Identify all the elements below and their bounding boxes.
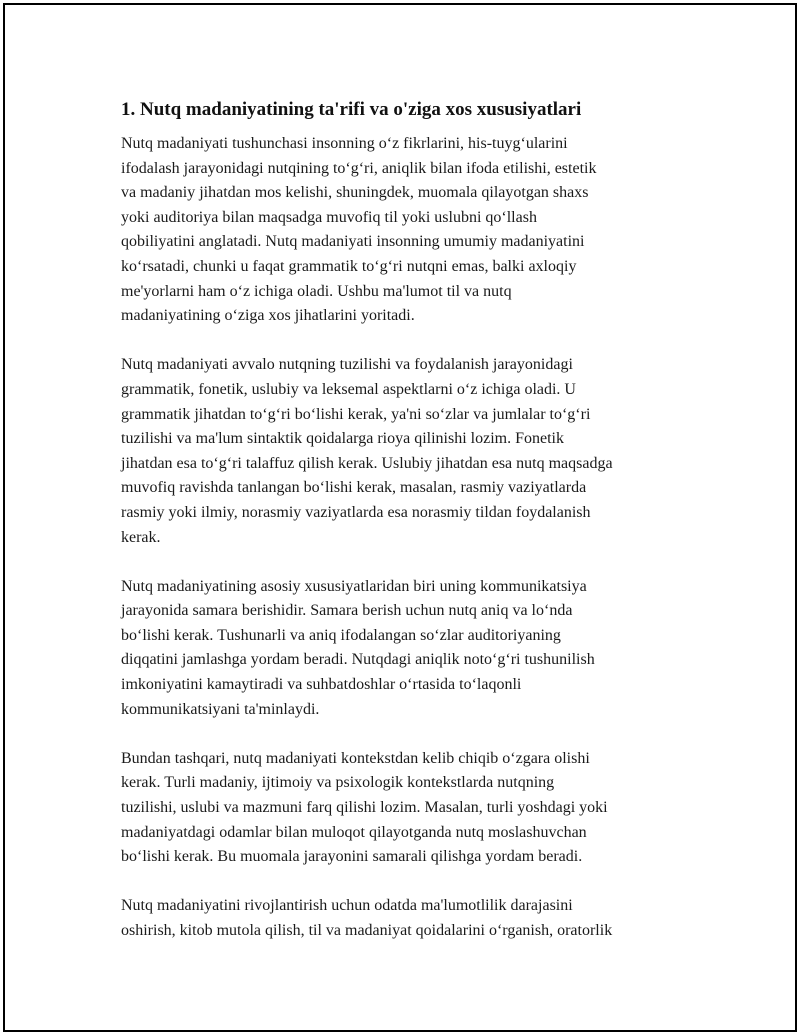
text-line: me'yorlarni ham o‘z ichiga oladi. Ushbu ma'lumot til va nutq [121,282,512,300]
text-line: ko‘rsatadi, chunki u faqat grammatik to‘g‘ri nutqni emas, balki axloqiy [121,257,577,275]
text-line: madaniyatining o‘ziga xos jihatlarini yoritadi. [121,307,415,325]
text-line: ifodalash jarayonidagi nutqining to‘g‘ri, aniqlik bilan ifoda etilishi, estetik [121,159,597,177]
text-line: oshirish, kitob mutola qilish, til va madaniyat qoidalarini o‘rganish, oratorlik [121,922,613,939]
paragraph-2 [121,353,701,550]
paragraph-4 [121,747,701,870]
document-body [121,97,701,944]
text-line: Bundan tashqari, nutq madaniyati kontekstdan kelib chiqib o‘zgara olishi [121,749,590,767]
text-line: yoki auditoriya bilan maqsadga muvofiq til yoki uslubni qo‘llash [121,208,537,226]
text-line: Nutq madaniyatining asosiy xususiyatlaridan biri uning kommunikatsiya [121,577,587,595]
text-line: tuzilishi va ma'lum sintaktik qoidalarga rioya qilinishi lozim. Fonetik [121,430,564,448]
text-line: diqqatini jamlashga yordam beradi. Nutqdagi aniqlik noto‘g‘ri tushunilish [121,651,595,669]
text-line: kommunikatsiyani ta'minlaydi. [121,700,320,718]
text-line: va madaniy jihatdan mos kelishi, shuningdek, muomala qilayotgan shaxs [121,184,589,202]
text-line: qobiliyatini anglatadi. Nutq madaniyati insonning umumiy madaniyatini [121,233,585,251]
text-line: bo‘lishi kerak. Bu muomala jarayonini samarali qilishga yordam beradi. [121,848,583,866]
text-line: rasmiy yoki ilmiy, norasmiy vaziyatlarda esa norasmiy tildan foydalanish [121,503,591,521]
paragraph-spacer [121,329,701,354]
paragraph-5 [121,894,701,943]
text-line: jihatdan esa to‘g‘ri talaffuz qilish kerak. Uslubiy jihatdan esa nutq maqsadga [121,454,613,472]
text-line: madaniyatdagi odamlar bilan muloqot qilayotganda nutq moslashuvchan [121,823,587,841]
section-heading: 1. Nutq madaniyatining ta'rifi va o'ziga xos xususiyatlari [121,99,582,120]
document-page [3,3,797,1032]
paragraph-spacer [121,870,701,895]
text-line: kerak. Turli madaniy, ijtimoiy va psixologik kontekstlarda nutqning [121,774,555,792]
text-line: Nutq madaniyatini rivojlantirish uchun odatda ma'lumotlilik darajasini [121,897,573,915]
paragraph-1 [121,132,701,329]
text-line: grammatik jihatdan to‘g‘ri bo‘lishi kerak, ya'ni so‘zlar va jumlalar to‘g‘ri [121,405,591,423]
text-line: Nutq madaniyati tushunchasi insonning o‘z fikrlarini, his-tuyg‘ularini [121,135,568,152]
text-line: imkoniyatini kamaytiradi va suhbatdoshlar o‘rtasida to‘laqonli [121,676,522,694]
text-line: muvofiq ravishda tanlangan bo‘lishi kerak, masalan, rasmiy vaziyatlarda [121,479,587,497]
paragraph-3 [121,575,701,723]
text-line: kerak. [121,528,161,546]
text-line: Nutq madaniyati avvalo nutqning tuzilishi va foydalanish jarayonidagi [121,356,573,374]
text-line: grammatik, fonetik, uslubiy va leksemal aspektlarni o‘z ichiga oladi. U [121,380,576,398]
paragraph-spacer [121,722,701,747]
text-line: tuzilishi, uslubi va mazmuni farq qilishi lozim. Masalan, turli yoshdagi yoki [121,799,608,817]
text-line: bo‘lishi kerak. Tushunarli va aniq ifodalangan so‘zlar auditoriyaning [121,626,561,644]
paragraph-spacer [121,550,701,575]
text-line: jarayonida samara berishidir. Samara berish uchun nutq aniq va lo‘nda [121,602,573,620]
